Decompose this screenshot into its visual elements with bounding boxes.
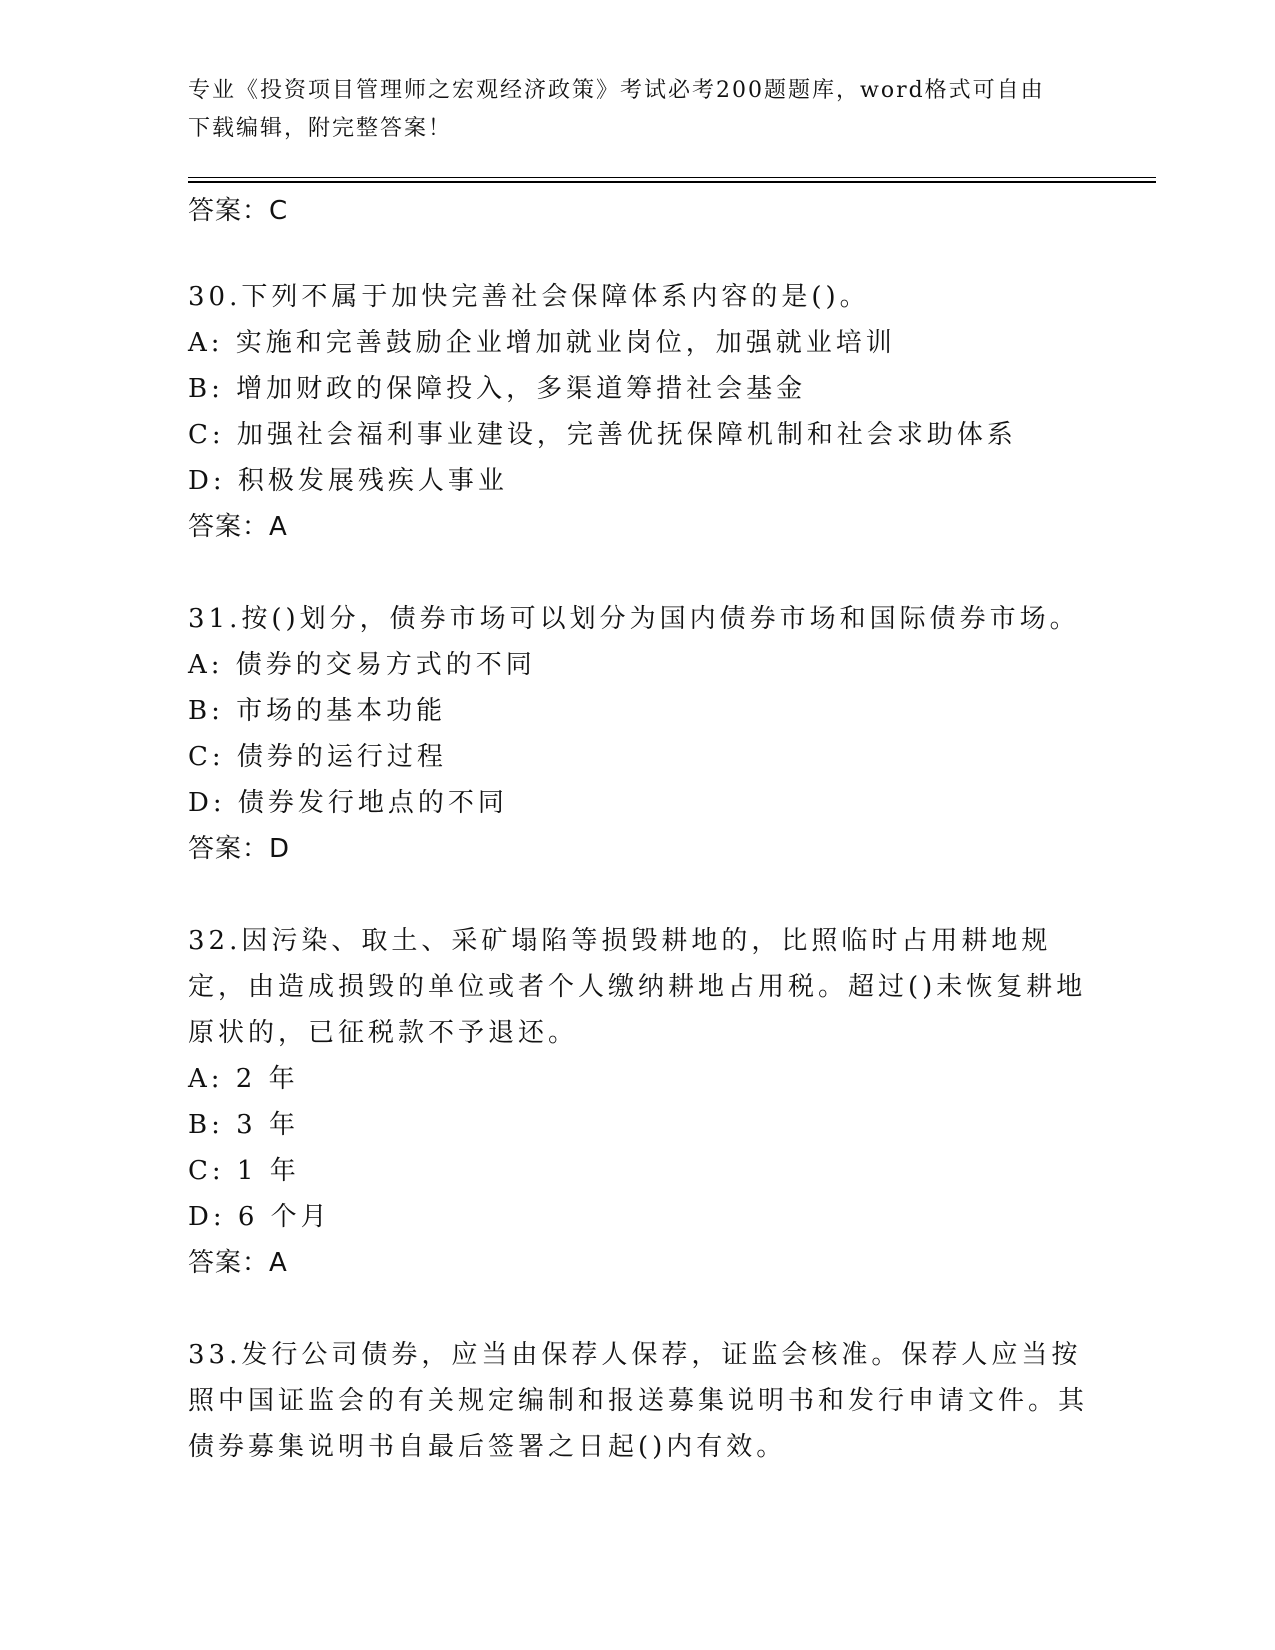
option-b: B: 市场的基本功能 (188, 696, 447, 726)
header-rule-thin (188, 177, 1156, 178)
option-b: B: 3 年 (188, 1110, 299, 1140)
question-stem: 33.发行公司债券，应当由保荐人保荐，证监会核准。保荐人应当按照中国证监会的有关规定编制和报送募集说明书和发行申请文件。其债券募集说明书自最后签署之日起()内有效。 (188, 1340, 1089, 1462)
question-31 (188, 596, 1088, 872)
option-a: A: 实施和完善鼓励企业增加就业岗位，加强就业培训 (188, 328, 896, 358)
question-32 (188, 918, 1088, 1286)
option-b: B: 增加财政的保障投入，多渠道筹措社会基金 (188, 374, 807, 404)
question-answer: 答案：D (188, 834, 291, 864)
option-c: C: 债券的运行过程 (188, 742, 447, 772)
question-answer: 答案：A (188, 1248, 288, 1278)
header-rule-thick (188, 181, 1156, 183)
question-stem: 31.按()划分，债券市场可以划分为国内债券市场和国际债券市场。 (188, 604, 1080, 634)
question-stem: 32.因污染、取土、采矿塌陷等损毁耕地的，比照临时占用耕地规定，由造成损毁的单位或者个人缴纳耕地占用税。超过()未恢复耕地原状的，已征税款不予退还。 (188, 926, 1087, 1048)
question-stem: 30.下列不属于加快完善社会保障体系内容的是()。 (188, 282, 870, 312)
option-c: C: 加强社会福利事业建设，完善优抚保障机制和社会求助体系 (188, 420, 1017, 450)
question-answer: 答案：A (188, 512, 288, 542)
option-c: C: 1 年 (188, 1156, 300, 1186)
question-33 (188, 1332, 1088, 1470)
question-30 (188, 274, 1088, 550)
option-d: D: 6 个月 (188, 1202, 331, 1232)
question-list (188, 188, 1088, 1470)
lead-answer: 答案：C (188, 196, 289, 226)
option-a: A: 2 年 (188, 1064, 299, 1094)
option-a: A: 债券的交易方式的不同 (188, 650, 536, 680)
option-d: D: 债券发行地点的不同 (188, 788, 508, 818)
document-intro: 专业《投资项目管理师之宏观经济政策》考试必考200题题库，word格式可自由下载编辑，附完整答案！ (188, 78, 1045, 141)
option-d: D: 积极发展残疾人事业 (188, 466, 508, 496)
